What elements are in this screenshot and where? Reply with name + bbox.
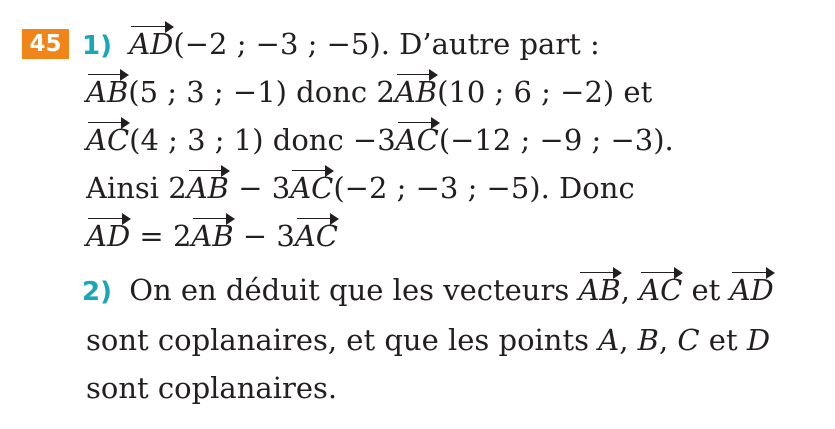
- part1-line5: [86, 216, 338, 256]
- point-a: A: [598, 323, 620, 357]
- minus-text: − 3: [233, 219, 295, 253]
- vector-ac: AC: [295, 216, 338, 256]
- conclusion-text: sont coplanaires.: [86, 371, 338, 405]
- deduction-text: On en déduit que les vecteurs: [129, 273, 579, 307]
- et-text: et: [699, 323, 747, 357]
- ad-coords-text: (−2 ; −3 ; −5). D’autre part :: [173, 27, 600, 61]
- et-text: et: [682, 273, 730, 307]
- part1-line3: [86, 120, 674, 160]
- part2-line2: [86, 320, 770, 360]
- point-c: C: [677, 323, 700, 357]
- part2-label: 2): [82, 277, 112, 307]
- part2-line1: [82, 270, 774, 312]
- result-coords-text: (−2 ; −3 ; −5). Donc: [333, 171, 635, 205]
- point-b: B: [637, 323, 659, 357]
- coplanar-text: sont coplanaires, et que les points: [86, 323, 599, 357]
- part2-line3: [86, 368, 337, 408]
- equals-text: = 2: [130, 219, 192, 253]
- exercise-number-badge: 45: [22, 29, 69, 59]
- part1-line2: [86, 72, 652, 112]
- part1-line4: [86, 168, 635, 208]
- ab-coords-text: (5 ; 3 ; −1) donc 2: [128, 75, 395, 109]
- vector-ad: AD: [129, 24, 173, 64]
- minus-text: − 3: [229, 171, 291, 205]
- vector-ab-scaled: AB: [395, 72, 437, 112]
- vector-ac-scaled: AC: [396, 120, 439, 160]
- comma-text: ,: [658, 323, 678, 357]
- vector-ab: AB: [187, 168, 229, 208]
- part1-line1: [82, 24, 600, 66]
- vector-ac: AC: [86, 120, 129, 160]
- comma-text: ,: [619, 323, 638, 357]
- comma-text: ,: [620, 273, 640, 307]
- vector-ab: AB: [578, 270, 620, 310]
- vector-ab: AB: [86, 72, 128, 112]
- scaled-ab-coords-text: (10 ; 6 ; −2) et: [437, 75, 653, 109]
- part1-label: 1): [82, 31, 112, 61]
- vector-ac: AC: [639, 270, 682, 310]
- vector-ac: AC: [290, 168, 333, 208]
- ac-coords-text: (4 ; 3 ; 1) donc −3: [129, 123, 396, 157]
- ainsi-text: Ainsi 2: [86, 171, 187, 205]
- vector-ad: AD: [86, 216, 130, 256]
- scaled-ac-coords-text: (−12 ; −9 ; −3).: [438, 123, 674, 157]
- vector-ab: AB: [191, 216, 233, 256]
- vector-ad: AD: [730, 270, 774, 310]
- point-d: D: [746, 323, 771, 357]
